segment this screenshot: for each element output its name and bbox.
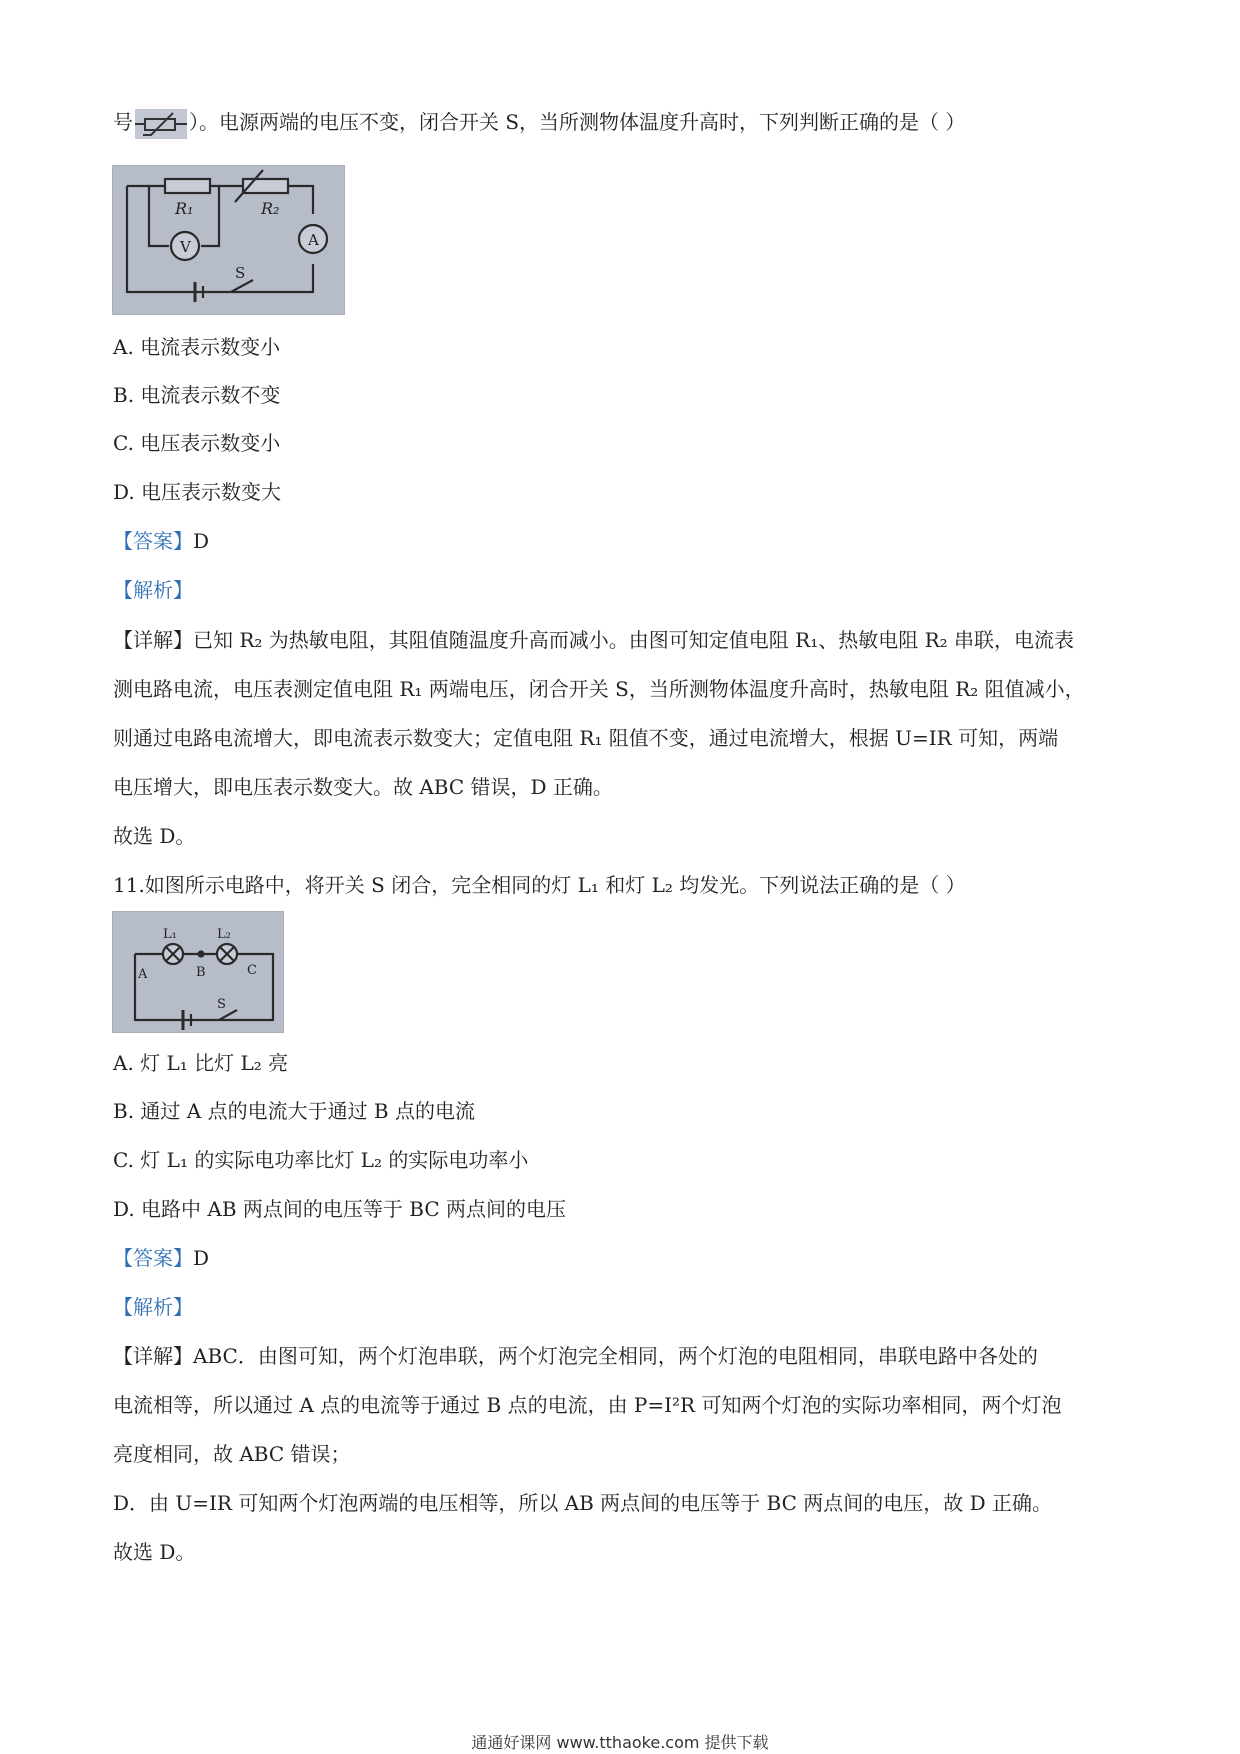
q10-option-a: A. 电流表示数变小 bbox=[113, 335, 281, 359]
q10-option-b: B. 电流表示数不变 bbox=[113, 383, 281, 407]
q10-conclusion: 故选 D。 bbox=[113, 824, 196, 848]
q10-analysis-tag: 【解析】 bbox=[113, 578, 193, 602]
q10-label-a: A bbox=[308, 231, 319, 249]
q11-detail-line-4: D．由 U=IR 可知两个灯泡两端的电压相等，所以 AB 两点间的电压等于 BC 两点间的电压，故 D 正确。 bbox=[113, 1491, 1053, 1515]
q11-label-l1: L₁ bbox=[163, 927, 177, 942]
q11-option-c: C. 灯 L₁ 的实际电功率比灯 L₂ 的实际电功率小 bbox=[113, 1148, 529, 1172]
q11-circuit-figure bbox=[112, 911, 284, 1033]
q11-question: 11.如图所示电路中，将开关 S 闭合，完全相同的灯 L₁ 和灯 L₂ 均发光。下列说法正确的是（ ） bbox=[113, 873, 966, 897]
q10-detail-line-1 bbox=[113, 626, 1074, 654]
q11-answer-tag: 【答案】 bbox=[113, 1246, 193, 1270]
q10-option-c: C. 电压表示数变小 bbox=[113, 431, 281, 455]
q10-label-v: V bbox=[180, 238, 191, 256]
q10-detail-line-2: 测电路电流，电压表测定值电阻 R₁ 两端电压，闭合开关 S，当所测物体温度升高时，热敏电阻 R₂ 阻值减小， bbox=[113, 677, 1085, 701]
q11-analysis-tag: 【解析】 bbox=[113, 1295, 193, 1319]
q11-answer-value: D bbox=[193, 1246, 210, 1270]
q11-option-b: B. 通过 A 点的电流大于通过 B 点的电流 bbox=[113, 1099, 475, 1123]
q11-detail-line-2: 电流相等，所以通过 A 点的电流等于通过 B 点的电流，由 P=I²R 可知两个灯泡的实际功率相同，两个灯泡 bbox=[113, 1393, 1062, 1417]
q10-intro-prefix: 号 bbox=[113, 110, 133, 134]
thermistor-symbol-icon bbox=[135, 109, 187, 139]
q10-answer bbox=[113, 527, 209, 555]
q11-detail-line-1 bbox=[113, 1342, 1038, 1370]
q11-conclusion: 故选 D。 bbox=[113, 1540, 196, 1564]
q10-detail-line-4: 电压增大，即电压表示数变大。故 ABC 错误，D 正确。 bbox=[113, 775, 613, 799]
q11-detail-line-3: 亮度相同，故 ABC 错误； bbox=[113, 1442, 351, 1466]
q11-detail-tag: 【详解】 bbox=[113, 1344, 193, 1368]
q10-detail-tag: 【详解】 bbox=[113, 628, 193, 652]
q11-label-a: A bbox=[138, 967, 148, 982]
q10-intro bbox=[113, 108, 965, 139]
q10-option-d: D. 电压表示数变大 bbox=[113, 480, 282, 504]
q10-answer-tag: 【答案】 bbox=[113, 529, 193, 553]
q10-intro-text: ）。电源两端的电压不变，闭合开关 S，当所测物体温度升高时，下列判断正确的是（ ） bbox=[189, 110, 966, 134]
q10-detail-text-1: 已知 R₂ 为热敏电阻，其阻值随温度升高而减小。由图可知定值电阻 R₁、热敏电阻 R₂ 串联，电流表 bbox=[193, 628, 1075, 652]
q10-circuit-figure bbox=[112, 165, 345, 315]
q11-label-b: B bbox=[196, 965, 206, 980]
q11-detail-text-1: ABC．由图可知，两个灯泡串联，两个灯泡完全相同，两个灯泡的电阻相同，串联电路中各处的 bbox=[193, 1344, 1038, 1368]
q11-label-c: C bbox=[247, 963, 257, 978]
q10-label-s: S bbox=[235, 264, 246, 282]
q11-option-a: A. 灯 L₁ 比灯 L₂ 亮 bbox=[113, 1051, 289, 1075]
q10-detail-line-3: 则通过电路电流增大，即电流表示数变大；定值电阻 R₁ 阻值不变，通过电流增大，根据 U=IR 可知，两端 bbox=[113, 726, 1059, 750]
q11-label-s: S bbox=[217, 997, 226, 1012]
q10-label-r1: R₁ bbox=[175, 199, 194, 218]
q11-label-l2: L₂ bbox=[217, 927, 231, 942]
q11-answer bbox=[113, 1244, 209, 1272]
q11-option-d: D. 电路中 AB 两点间的电压等于 BC 两点间的电压 bbox=[113, 1197, 566, 1221]
q10-answer-value: D bbox=[193, 529, 210, 553]
page-footer: 通通好课网 www.tthaoke.com 提供下载 bbox=[471, 1733, 769, 1752]
q10-label-r2: R₂ bbox=[261, 199, 280, 218]
